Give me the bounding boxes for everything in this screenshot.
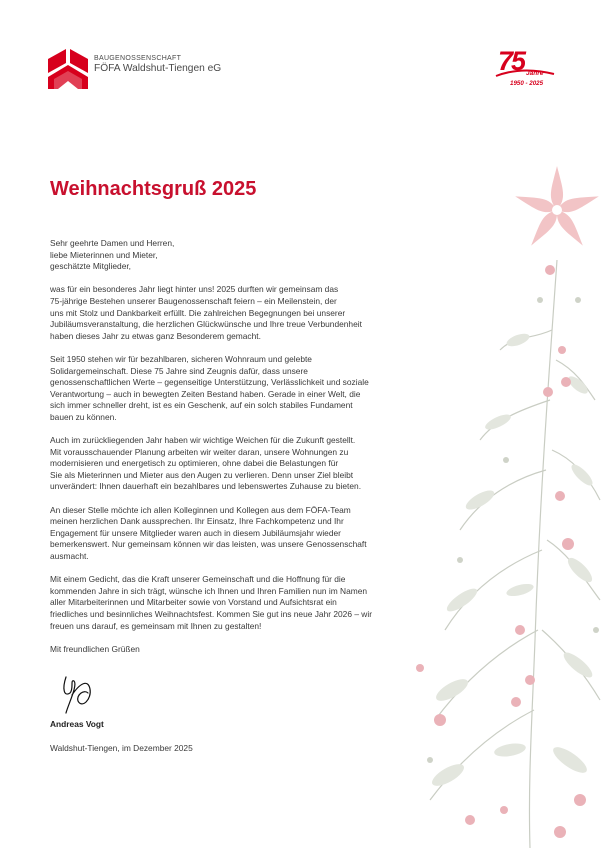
text-line: kommenden Jahre in sich trägt, wünsche ich Ihnen und Ihren Familien nun im Namen	[50, 585, 368, 596]
letter-body	[50, 238, 450, 667]
text-line: Sie als Mieterinnen und Mieter aus den Augen zu verlieren. Denn unser Ziel bleibt	[50, 469, 354, 480]
closing-line: Mit freundlichen Grüßen	[50, 643, 140, 654]
text-line: Verantwortung – auch in bewegten Zeiten Bestand haben. Gerade in einer Welt, die	[50, 388, 361, 399]
paragraph-wishes	[50, 574, 450, 632]
text-line: bauen zu können.	[50, 411, 117, 422]
badge-jahre: Jahre	[526, 70, 544, 77]
greeting	[50, 238, 450, 273]
letter-title: Weihnachtsgruß 2025	[50, 178, 257, 200]
text-line: modernisieren und energetisch zu optimieren, ohne dabei die Belastungen für	[50, 458, 339, 469]
text-line: ausmacht.	[50, 551, 89, 562]
text-line: Jubiläumsveranstaltung, die herzlichen Glückwünsche und Ihre treue Verbundenheit	[50, 319, 362, 330]
text-line: 75-jährige Bestehen unserer Baugenossenschaft feiern – ein Meilenstein, der	[50, 295, 337, 306]
badge-number: 75	[498, 46, 525, 76]
text-line: genossenschaftlichen Werte – gegenseitige Unterstützung, Verlässlichkeit und soziale	[50, 377, 369, 388]
greeting-line: geschätzte Mitglieder,	[50, 261, 132, 272]
closing	[50, 644, 450, 656]
text-line: aller Mitarbeiterinnen und Mitarbeiter sowie von Vorstand und Aufsichtsrat ein	[50, 597, 337, 608]
company-logo	[48, 49, 248, 89]
org-name-line1: BAUGENOSSENSCHAFT	[94, 55, 182, 62]
org-name-line2: FÖFA Waldshut-Tiengen eG	[94, 63, 222, 74]
place-date: Waldshut-Tiengen, im Dezember 2025	[50, 743, 193, 753]
text-line: sich immer schneller dreht, ist es ein Geschenk, auf ein solch stabiles Fundament	[50, 400, 353, 411]
text-line: Engagement für unsere Mitglieder waren auch in diesem Jubiläumsjahr wieder	[50, 527, 341, 538]
text-line: was für ein besonderes Jahr liegt hinter uns! 2025 durften wir gemeinsam das	[50, 284, 339, 295]
text-line: Auch im zurückliegenden Jahr haben wir wichtige Weichen für die Zukunft gestellt.	[50, 435, 356, 446]
house-logo-icon	[48, 49, 88, 89]
signer-name: Andreas Vogt	[50, 719, 104, 729]
text-line: bemerkenswert. Nur gemeinsam können wir das leisten, was unsere Genossenschaft	[50, 539, 367, 550]
text-line: Solidargemeinschaft. Diese 75 Jahre sind Zeugnis dafür, dass unsere	[50, 365, 308, 376]
text-line: unverändert: Ihnen dauerhaft ein bezahlbares und lebenswertes Zuhause zu bieten.	[50, 481, 362, 492]
text-line: An dieser Stelle möchte ich allen Kolleginnen und Kollegen aus dem FÖFA-Team	[50, 504, 351, 515]
anniversary-badge	[492, 46, 558, 92]
text-line: friedliches und besinnliches Weihnachtsfest. Kommen Sie gut ins neue Jahr 2026 – wir	[50, 609, 372, 619]
text-line: Mit vorausschauender Planung arbeiten wir weiter daran, unsere Wohnungen zu	[50, 446, 349, 457]
greeting-line: liebe Mieterinnen und Mieter,	[50, 249, 158, 260]
poinsettia-star-icon	[513, 166, 600, 249]
text-line: uns mit Stolz und Dankbarkeit erfüllt. Die zahlreichen Begegnungen bei unserer	[50, 307, 346, 318]
signature-icon	[60, 675, 100, 715]
paragraph-history	[50, 354, 450, 424]
badge-years: 1950 - 2025	[510, 80, 544, 87]
paragraph-future	[50, 435, 450, 493]
paragraph-anniversary	[50, 284, 450, 342]
text-line: Mit einem Gedicht, das die Kraft unserer Gemeinschaft und die Hoffnung für die	[50, 574, 346, 585]
text-line: haben dieses Jahr zu etwas ganz Besonderem gemacht.	[50, 330, 261, 341]
greeting-line: Sehr geehrte Damen und Herren,	[50, 238, 175, 248]
paragraph-thanks	[50, 505, 450, 563]
text-line: meinen herzlichen Dank aussprechen. Ihr Einsatz, Ihre Fachkompetenz und Ihr	[50, 516, 344, 527]
text-line: Seit 1950 stehen wir für bezahlbaren, sicheren Wohnraum und gelebte	[50, 353, 312, 364]
text-line: freuen uns darauf, es gemeinsam mit Ihnen zu gestalten!	[50, 620, 262, 631]
